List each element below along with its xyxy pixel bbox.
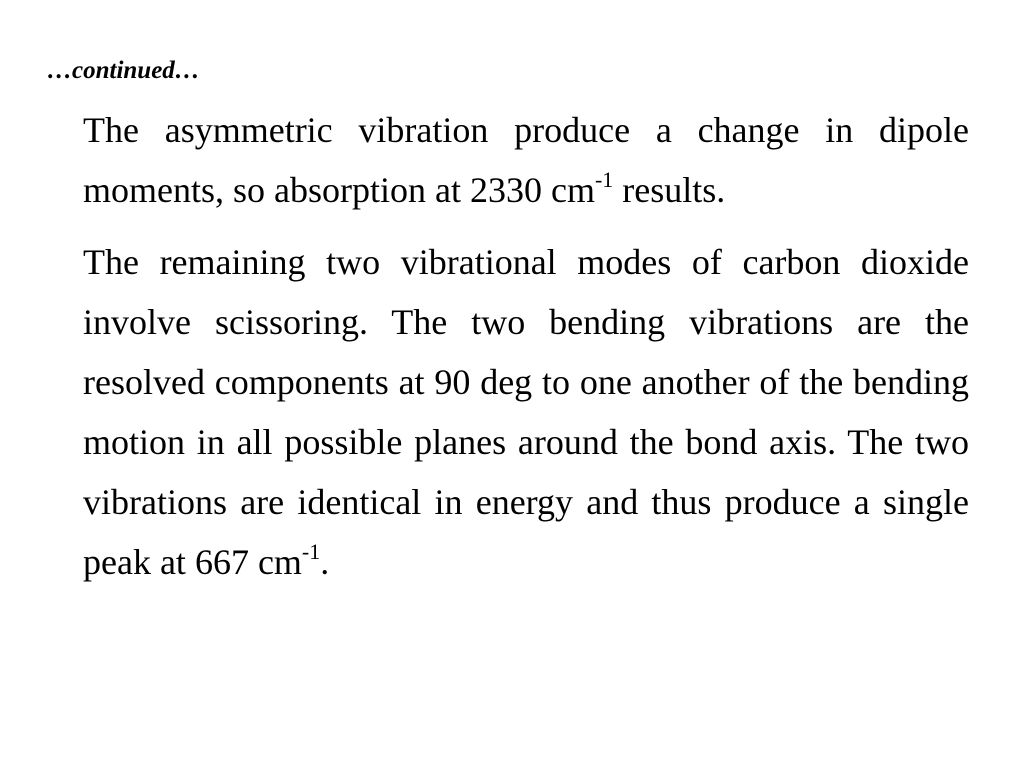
slide-body <box>83 100 969 604</box>
paragraph-asymmetric-vibration <box>83 100 969 220</box>
paragraph-text-end: . <box>320 542 330 582</box>
paragraph-bending-vibrations <box>83 232 969 592</box>
superscript-exponent: -1 <box>594 167 614 192</box>
paragraph-text-end: results. <box>613 170 726 210</box>
superscript-exponent: -1 <box>301 539 321 564</box>
paragraph-text: The remaining two vibrational modes of carbon dioxide involve scissoring. The two bending vibrations are the resolved components at 90 deg to one another of the bending motion in all possible planes around the bond axis. The two vibrations are identical in energy and thus produce a single peak at 667 cm <box>83 242 969 582</box>
continued-label: …continued… <box>47 57 200 84</box>
paragraph-text: The asymmetric vibration produce a change in dipole moments, so absorption at 2330 cm <box>83 110 969 210</box>
